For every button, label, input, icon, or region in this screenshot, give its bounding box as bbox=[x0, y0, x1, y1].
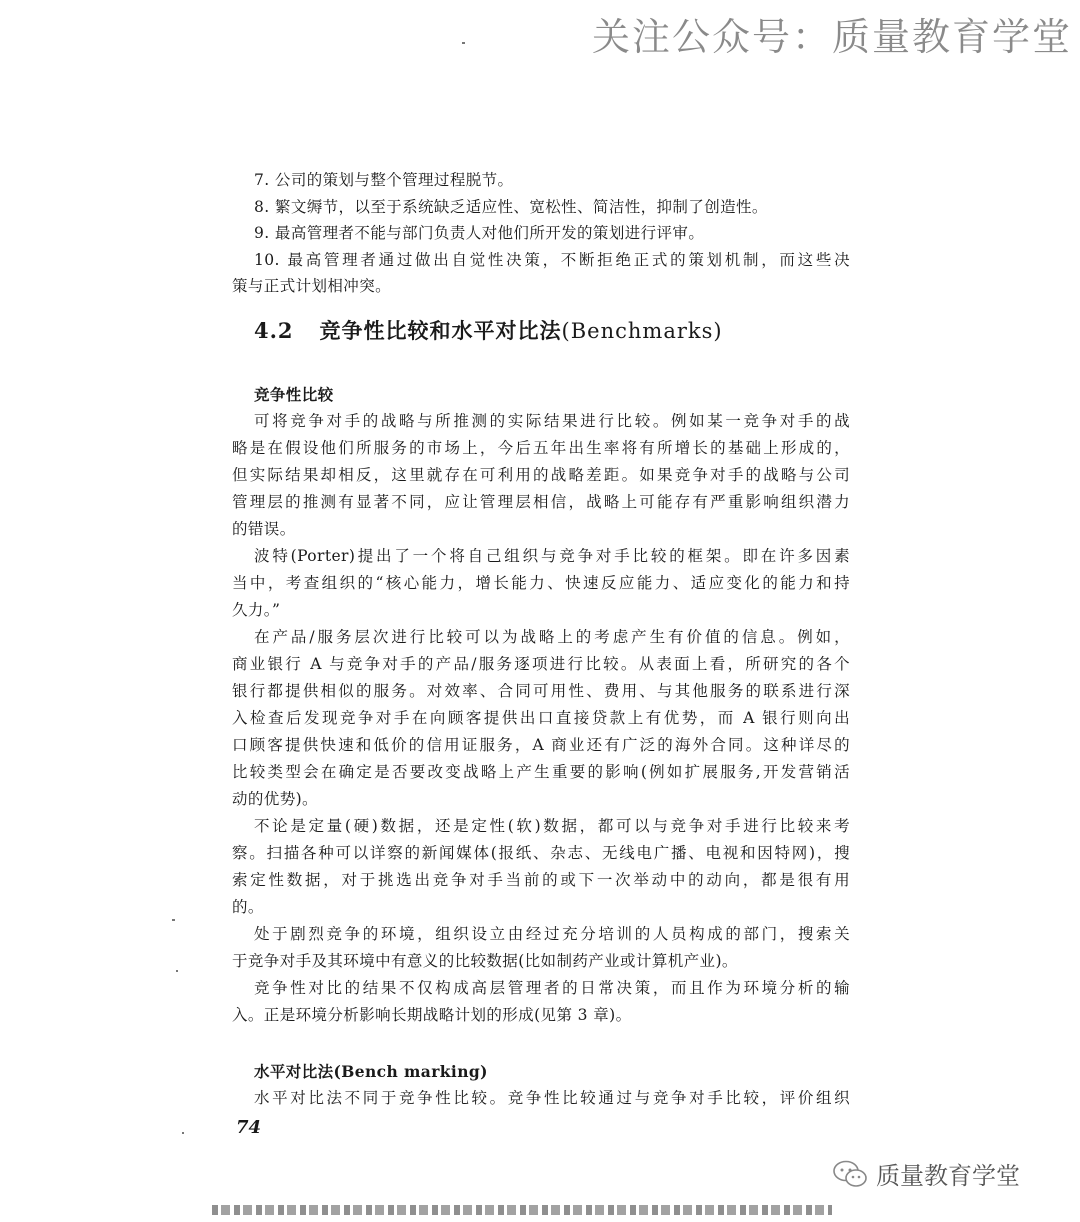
paragraph-line: 略是在假设他们所服务的市场上，今后五年出生率将有所增长的基础上形成的， bbox=[232, 439, 850, 457]
paragraph-line: 入检查后发现竞争对手在向顾客提供出口直接贷款上有优势，而 A 银行则向出 bbox=[232, 709, 850, 727]
scan-speck bbox=[176, 970, 178, 972]
paragraph-line: 比较类型会在确定是否要改变战略上产生重要的影响(例如扩展服务,开发营销活 bbox=[232, 763, 850, 781]
paragraph-line: 于竞争对手及其环境中有意义的比较数据(比如制药产业或计算机产业)。 bbox=[232, 952, 738, 970]
paragraph-line: 商业银行 A 与竞争对手的产品/服务逐项进行比较。从表面上看，所研究的各个 bbox=[232, 655, 850, 673]
list-item-10: 10. 最高管理者通过做出自觉性决策，不断拒绝正式的策划机制，而这些决 bbox=[254, 251, 850, 269]
paragraph-line: 察。扫描各种可以详察的新闻媒体(报纸、杂志、无线电广播、电视和因特网)，搜 bbox=[232, 844, 850, 862]
section-title-en: (Benchmarks) bbox=[561, 319, 723, 343]
paragraph-line: 可将竞争对手的战略与所推测的实际结果进行比较。例如某一竞争对手的战 bbox=[254, 412, 850, 430]
scan-speck bbox=[462, 42, 465, 44]
page-number: 74 bbox=[236, 1117, 262, 1138]
watermark-bottom bbox=[832, 1156, 1020, 1191]
list-item-10-cont: 策与正式计划相冲突。 bbox=[232, 277, 392, 295]
paragraph-line: 口顾客提供快速和低价的信用证服务，A 商业还有广泛的海外合同。这种详尽的 bbox=[232, 736, 850, 754]
paragraph-line: 波特(Porter)提出了一个将自己组织与竞争对手比较的框架。即在许多因素 bbox=[254, 547, 850, 565]
subheading-benchmarking: 水平对比法(Bench marking) bbox=[254, 1062, 488, 1081]
paragraph-line: 水平对比法不同于竞争性比较。竞争性比较通过与竞争对手比较，评价组织 bbox=[254, 1089, 850, 1107]
watermark-top: 关注公众号：质量教育学堂 bbox=[591, 15, 1072, 59]
paragraph-line: 动的优势)。 bbox=[232, 790, 318, 808]
paragraph-line: 银行都提供相似的服务。对效率、合同可用性、费用、与其他服务的联系进行深 bbox=[232, 682, 850, 700]
paragraph-line: 入。正是环境分析影响长期战略计划的形成(见第 3 章)。 bbox=[232, 1006, 632, 1024]
paragraph-line: 处于剧烈竞争的环境，组织设立由经过充分培训的人员构成的部门，搜索关 bbox=[254, 925, 850, 943]
section-number: 4.2 bbox=[254, 318, 294, 343]
list-item-8: 8. 繁文缛节，以至于系统缺乏适应性、宽松性、简洁性，抑制了创造性。 bbox=[254, 198, 768, 216]
paragraph-line: 当中，考查组织的“核心能力，增长能力、快速反应能力、适应变化的能力和持 bbox=[232, 574, 850, 592]
paragraph-line: 竞争性对比的结果不仅构成高层管理者的日常决策，而且作为环境分析的输 bbox=[254, 979, 850, 997]
section-heading bbox=[254, 315, 723, 345]
scan-speck bbox=[182, 1132, 184, 1134]
scan-speck bbox=[172, 919, 175, 921]
paragraph-line: 不论是定量(硬)数据，还是定性(软)数据，都可以与竞争对手进行比较来考 bbox=[254, 817, 850, 835]
wechat-icon bbox=[832, 1159, 868, 1189]
paragraph-line: 久力。” bbox=[232, 601, 281, 619]
watermark-bottom-text: 质量教育学堂 bbox=[876, 1162, 1020, 1190]
paragraph-line: 管理层的推测有显著不同，应让管理层相信，战略上可能存有严重影响组织潜力 bbox=[232, 493, 850, 511]
list-item-7: 7. 公司的策划与整个管理过程脱节。 bbox=[254, 171, 514, 189]
paragraph-line: 但实际结果却相反，这里就存在可利用的战略差距。如果竞争对手的战略与公司 bbox=[232, 466, 850, 484]
paragraph-line: 的。 bbox=[232, 898, 264, 916]
list-item-9: 9. 最高管理者不能与部门负责人对他们所开发的策划进行评审。 bbox=[254, 224, 705, 242]
paragraph-line: 的错误。 bbox=[232, 520, 296, 538]
scan-artifact-strip bbox=[212, 1205, 832, 1215]
section-title: 竞争性比较和水平对比法 bbox=[319, 318, 562, 343]
paragraph-line: 索定性数据，对于挑选出竞争对手当前的或下一次举动中的动向，都是很有用 bbox=[232, 871, 850, 889]
paragraph-line: 在产品/服务层次进行比较可以为战略上的考虑产生有价值的信息。例如， bbox=[254, 628, 850, 646]
subheading-competitive-comparison: 竞争性比较 bbox=[254, 385, 334, 404]
